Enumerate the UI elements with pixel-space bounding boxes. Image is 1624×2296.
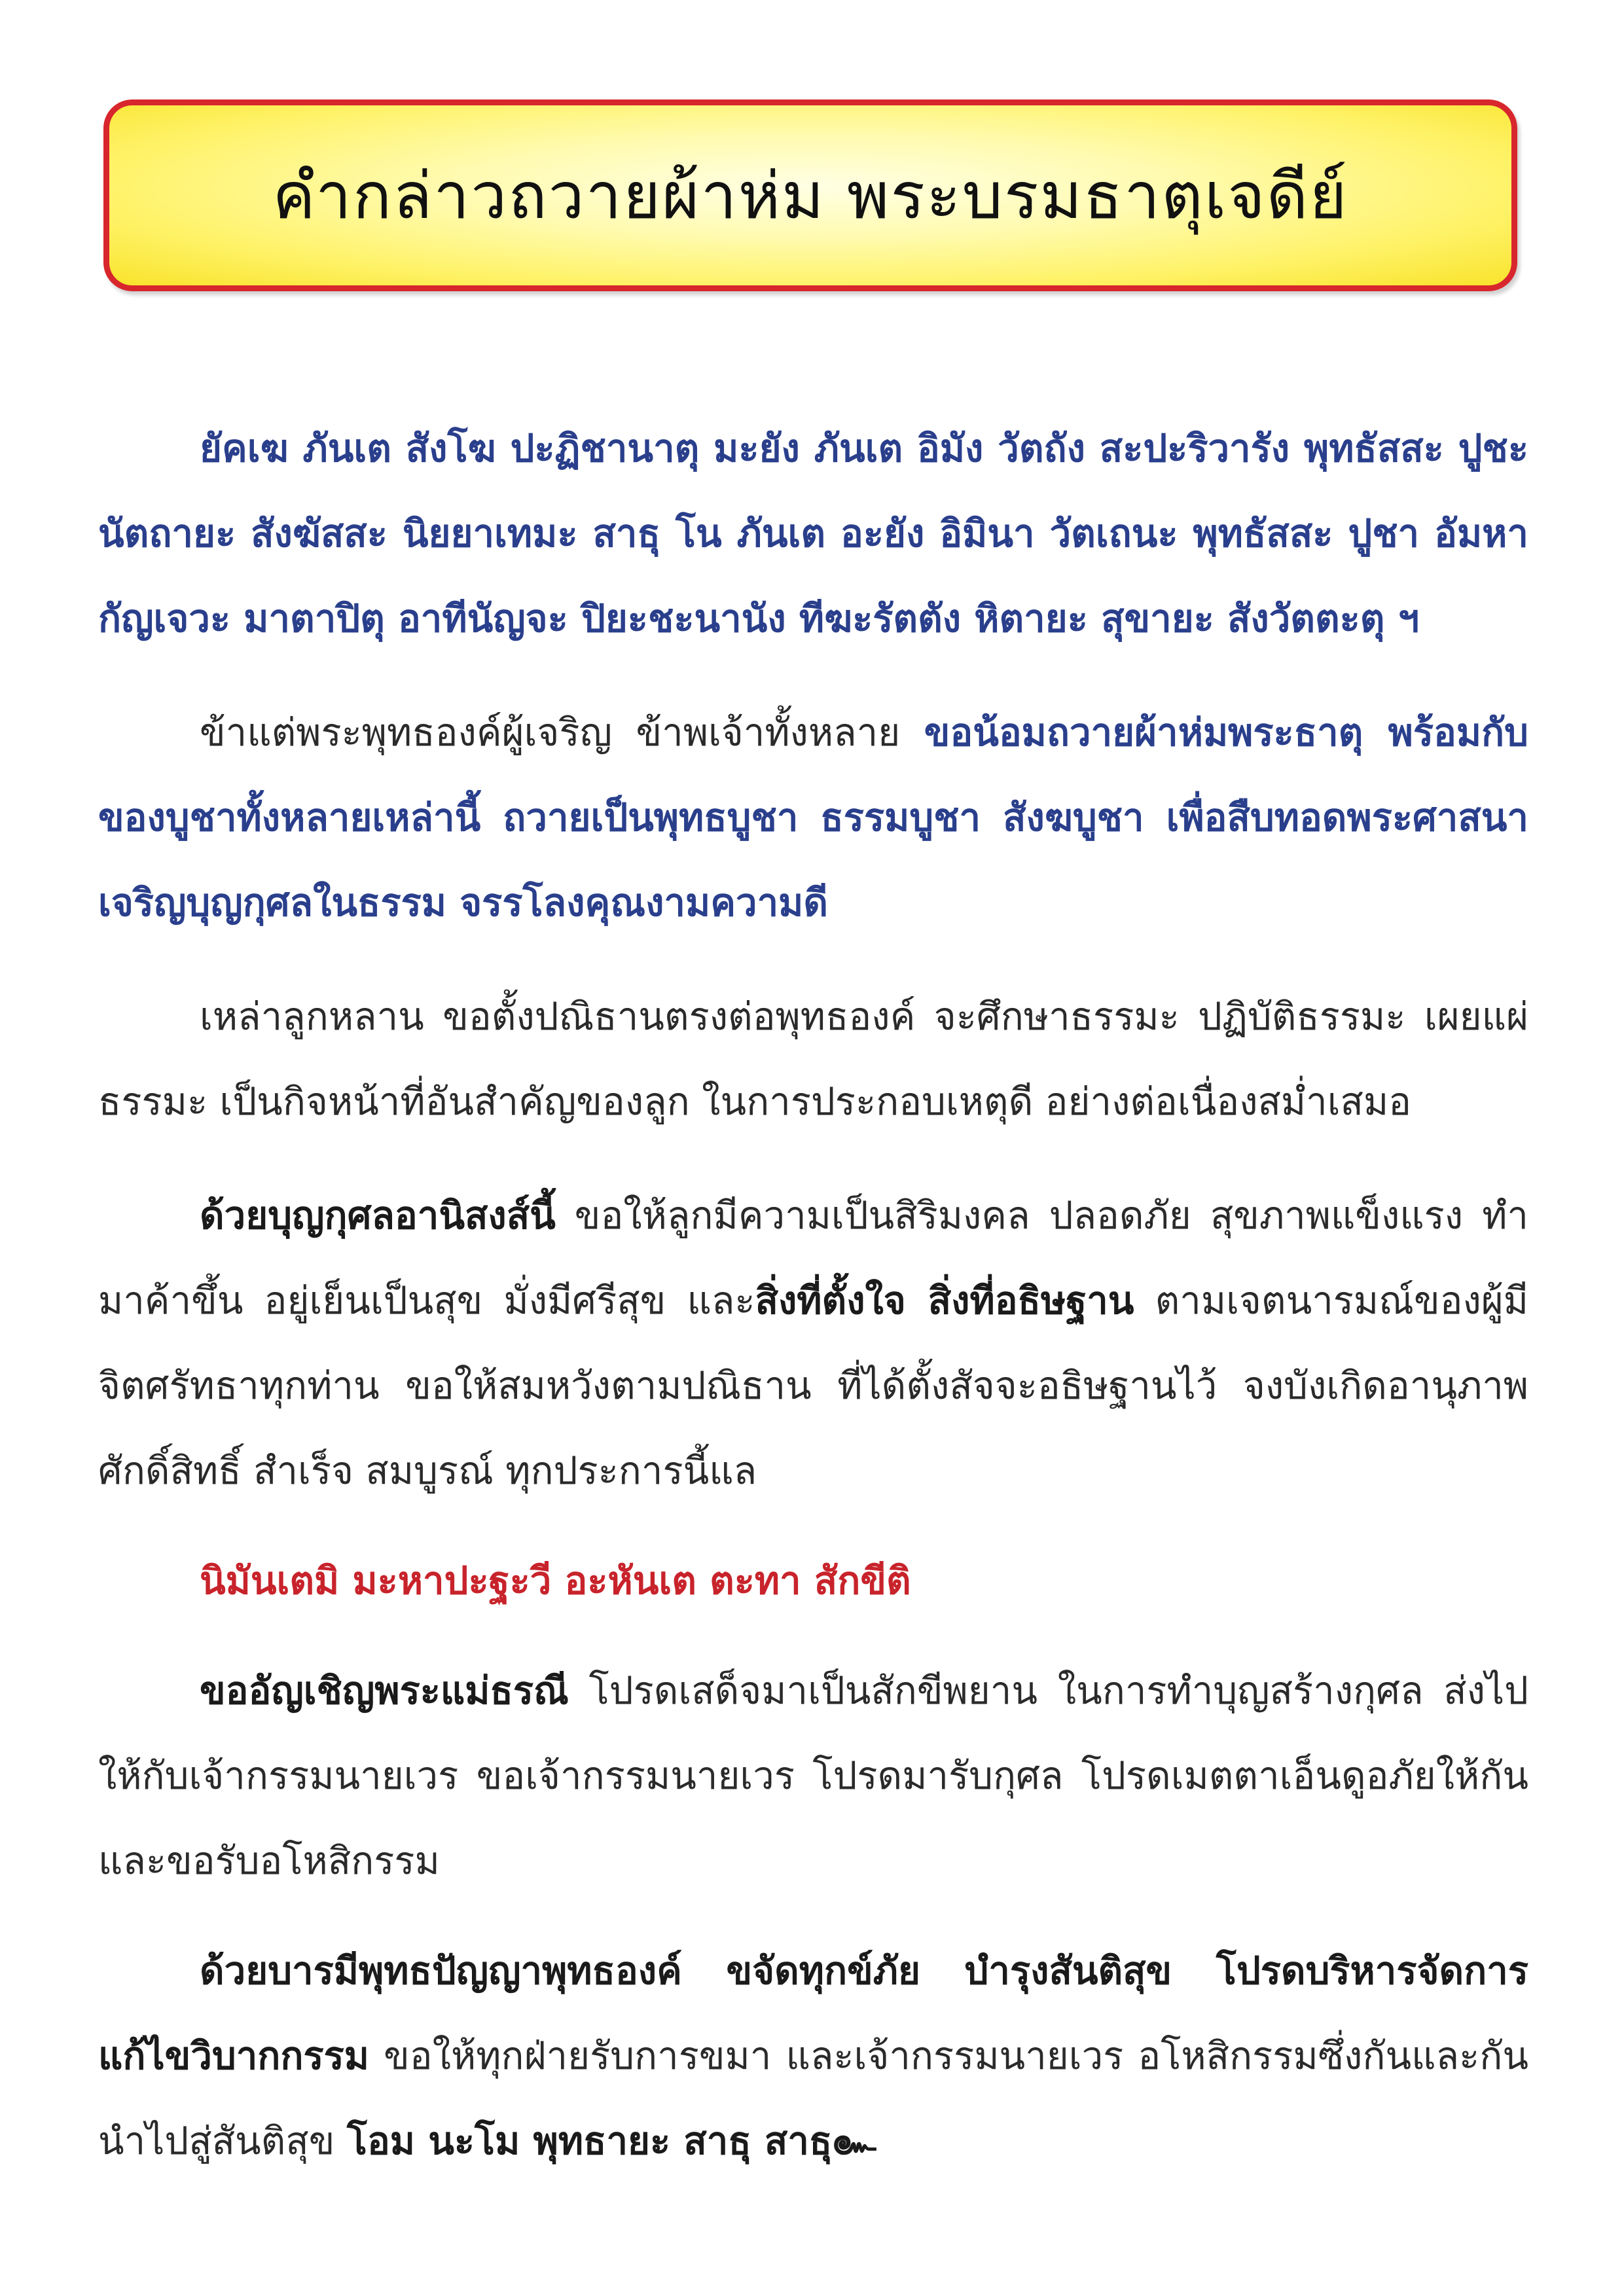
title-banner xyxy=(103,99,1517,291)
vow-text: เหล่าลูกหลาน ขอตั้งปณิธานตรงต่อพุทธองค์ จะศึกษาธรรมะ ปฏิบัติธรรมะ เผยแผ่ธรรมะ เป็นกิจหน้าที่อันสำคัญของลูก ในการประกอบเหตุดี อย่างต่อเนื่องสม่ำเสมอ xyxy=(98,994,1528,1124)
blessing-text-2: ตามเจตนารมณ์ของผู้มีจิตศรัทธาทุกท่าน ขอให้สมหวังตามปณิธาน ที่ได้ตั้งสัจจะอธิษฐานไว้ จงบังเกิดอานุภาพ ศักดิ์สิทธิ์ สำเร็จ สมบูรณ์ ทุกประการนี้แล xyxy=(98,1278,1528,1493)
earth-goddess-lead: ขออัญเชิญพระแม่ธรณี xyxy=(200,1668,569,1713)
paragraph-closing xyxy=(98,1928,1528,2183)
page-title: คำกล่าวถวายผ้าห่ม พระบรมธาตุเจดีย์ xyxy=(272,158,1348,234)
closing-lead: ด้วยบารมีพุทธปัญญาพุทธองค์ ขจัดทุกข์ภัย บำรุงสันติสุข โปรดบริหารจัดการ แก้ไขวิบากกรรม xyxy=(98,1948,1528,2078)
paragraph-thai-offering xyxy=(98,690,1528,945)
blessing-lead: ด้วยบุญกุศลอานิสงส์นี้ xyxy=(200,1193,556,1238)
paragraph-pali-offering xyxy=(98,406,1528,661)
document-body xyxy=(98,406,1528,2212)
invocation-text: นิมันเตมิ มะหาปะฐะวี อะหันเต ตะทา สักขีติ xyxy=(200,1558,911,1603)
paragraph-invocation xyxy=(98,1538,1528,1623)
thai-offering-intro: ข้าแต่พระพุทธองค์ผู้เจริญ ข้าพเจ้าทั้งหลาย xyxy=(200,710,924,755)
pali-offering-text: ยัคเฆ ภันเต สังโฆ ปะฏิชานาตุ มะยัง ภันเต อิมัง วัตถัง สะปะริวารัง พุทธัสสะ ปูชะนัตถายะ สังฆัสสะ นิยยาเทมะ สาธุ โน ภันเต อะยัง อิมินา วัตเถนะ พุทธัสสะ ปูชา อัมหากัญเจวะ มาตาปิตุ อาทีนัญจะ ปิยะชะนานัง ทีฆะรัตตัง หิตายะ สุขายะ สังวัตตะตุ ฯ xyxy=(98,426,1528,641)
thai-offering-highlight: ขอน้อมถวายผ้าห่มพระธาตุ พร้อมกับของบูชาทั้งหลายเหล่านี้ ถวายเป็นพุทธบูชา ธรรมบูชา สังฆบูชา เพื่อสืบทอดพระศาสนา เจริญบุญกุศลในธรรม จรรโลงคุณงามความดี xyxy=(98,710,1528,925)
paragraph-blessing xyxy=(98,1173,1528,1513)
blessing-text-1: ขอให้ลูกมีความเป็นสิริมงคล ปลอดภัย สุขภาพแข็งแรง ทำมาค้าขึ้น อยู่เย็นเป็นสุข มั่งมีศรีสุข และ xyxy=(98,1193,1528,1323)
paragraph-vow xyxy=(98,974,1528,1144)
closing-chant: โอม นะโม พุทธายะ สาธุ สาธุ๛ xyxy=(346,2119,876,2163)
paragraph-earth-goddess xyxy=(98,1648,1528,1903)
earth-goddess-text: โปรดเสด็จมาเป็นสักขีพยาน ในการทำบุญสร้างกุศล ส่งไปให้กับเจ้ากรรมนายเวร ขอเจ้ากรรมนายเวร โปรดมารับกุศล โปรดเมตตาเอ็นดูอภัยให้กัน และขอรับอโหสิกรรม xyxy=(98,1668,1528,1883)
blessing-emphasis: สิ่งที่ตั้งใจ สิ่งที่อธิษฐาน xyxy=(755,1278,1134,1323)
closing-text: ขอให้ทุกฝ่ายรับการขมา และเจ้ากรรมนายเวร อโหสิกรรมซึ่งกันและกัน นำไปสู่สันติสุข xyxy=(98,2034,1528,2163)
